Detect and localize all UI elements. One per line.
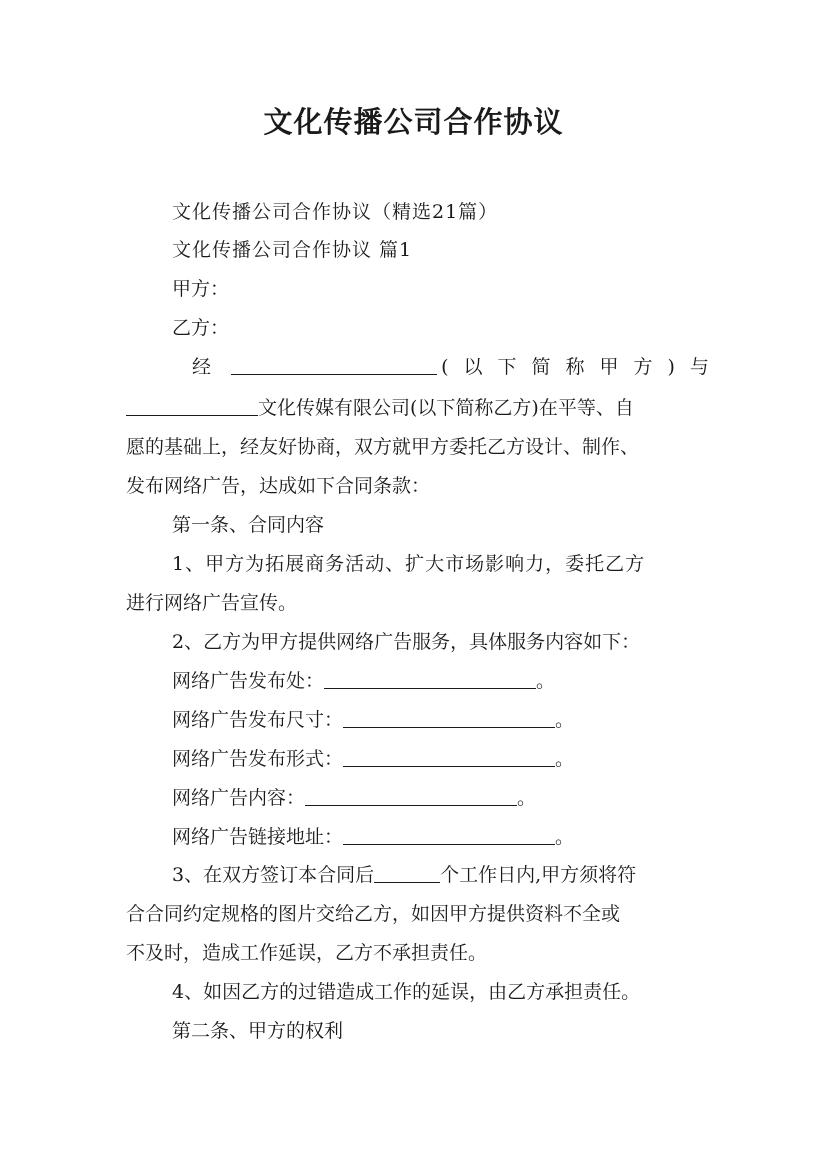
ad-content-blank[interactable] [305,787,517,806]
item-4: 4、如因乙方的过错造成工作的延误，由乙方承担责任。 [172,981,641,1003]
party-a-label: 甲方： [172,278,230,300]
ad-link-blank[interactable] [343,826,555,845]
field-ad-link [172,824,574,850]
item-3-prefix: 3、在双方签订本合同后 [172,864,375,886]
item-1-line-2: 进行网络广告宣传。 [126,592,298,614]
field-label: 网络广告发布处： [172,670,325,692]
intro-line-2-text: 文化传媒有限公司(以下简称乙方)在平等、自 [258,397,634,419]
article-2-heading: 第二条、甲方的权利 [172,1020,344,1042]
field-label: 网络广告链接地址： [172,826,344,848]
party-a-name-blank[interactable] [231,356,437,375]
field-end: 。 [555,748,575,770]
item-1-line-1: 1、甲方为拓展商务活动、扩大市场影响力，委托乙方 [172,553,646,575]
intro-line-1 [192,354,724,380]
intro-line-3: 愿的基础上，经友好协商，双方就甲方委托乙方设计、制作、 [126,436,640,458]
field-end: 。 [536,670,556,692]
ad-form-blank[interactable] [343,748,555,767]
ad-size-blank[interactable] [343,709,555,728]
field-ad-content [172,785,536,811]
intro-line-4: 发布网络广告，达成如下合同条款： [126,475,431,497]
item-2: 2、乙方为甲方提供网络广告服务，具体服务内容如下： [172,631,641,653]
item-3-line-3: 不及时，造成工作延误，乙方不承担责任。 [126,942,488,964]
field-end: 。 [517,787,537,809]
item-3-suffix: 个工作日内,甲方须将符 [440,864,637,886]
field-ad-size [172,707,574,733]
field-label: 网络广告内容： [172,787,306,809]
ad-location-blank[interactable] [324,670,536,689]
intro-line-1-suffix: (以下简称甲方)与 [441,356,724,378]
working-days-blank[interactable] [374,864,440,883]
field-label: 网络广告发布形式： [172,748,344,770]
item-3-line-1 [172,862,636,888]
field-ad-form [172,746,574,772]
field-label: 网络广告发布尺寸： [172,709,344,731]
item-3-line-2: 合合同约定规格的图片交给乙方，如因甲方提供资料不全或 [126,903,621,925]
party-b-label: 乙方： [172,317,230,339]
field-ad-location [172,668,555,694]
intro-prefix: 经 [192,356,212,378]
field-end: 。 [555,709,575,731]
section-heading: 文化传播公司合作协议 篇1 [172,239,413,261]
party-b-name-blank[interactable] [126,397,258,416]
document-title: 文化传播公司合作协议 [263,105,564,139]
intro-line-2 [126,395,634,421]
field-end: 。 [555,826,575,848]
document-subtitle: 文化传播公司合作协议（精选21篇） [172,201,499,223]
article-1-heading: 第一条、合同内容 [172,514,325,536]
